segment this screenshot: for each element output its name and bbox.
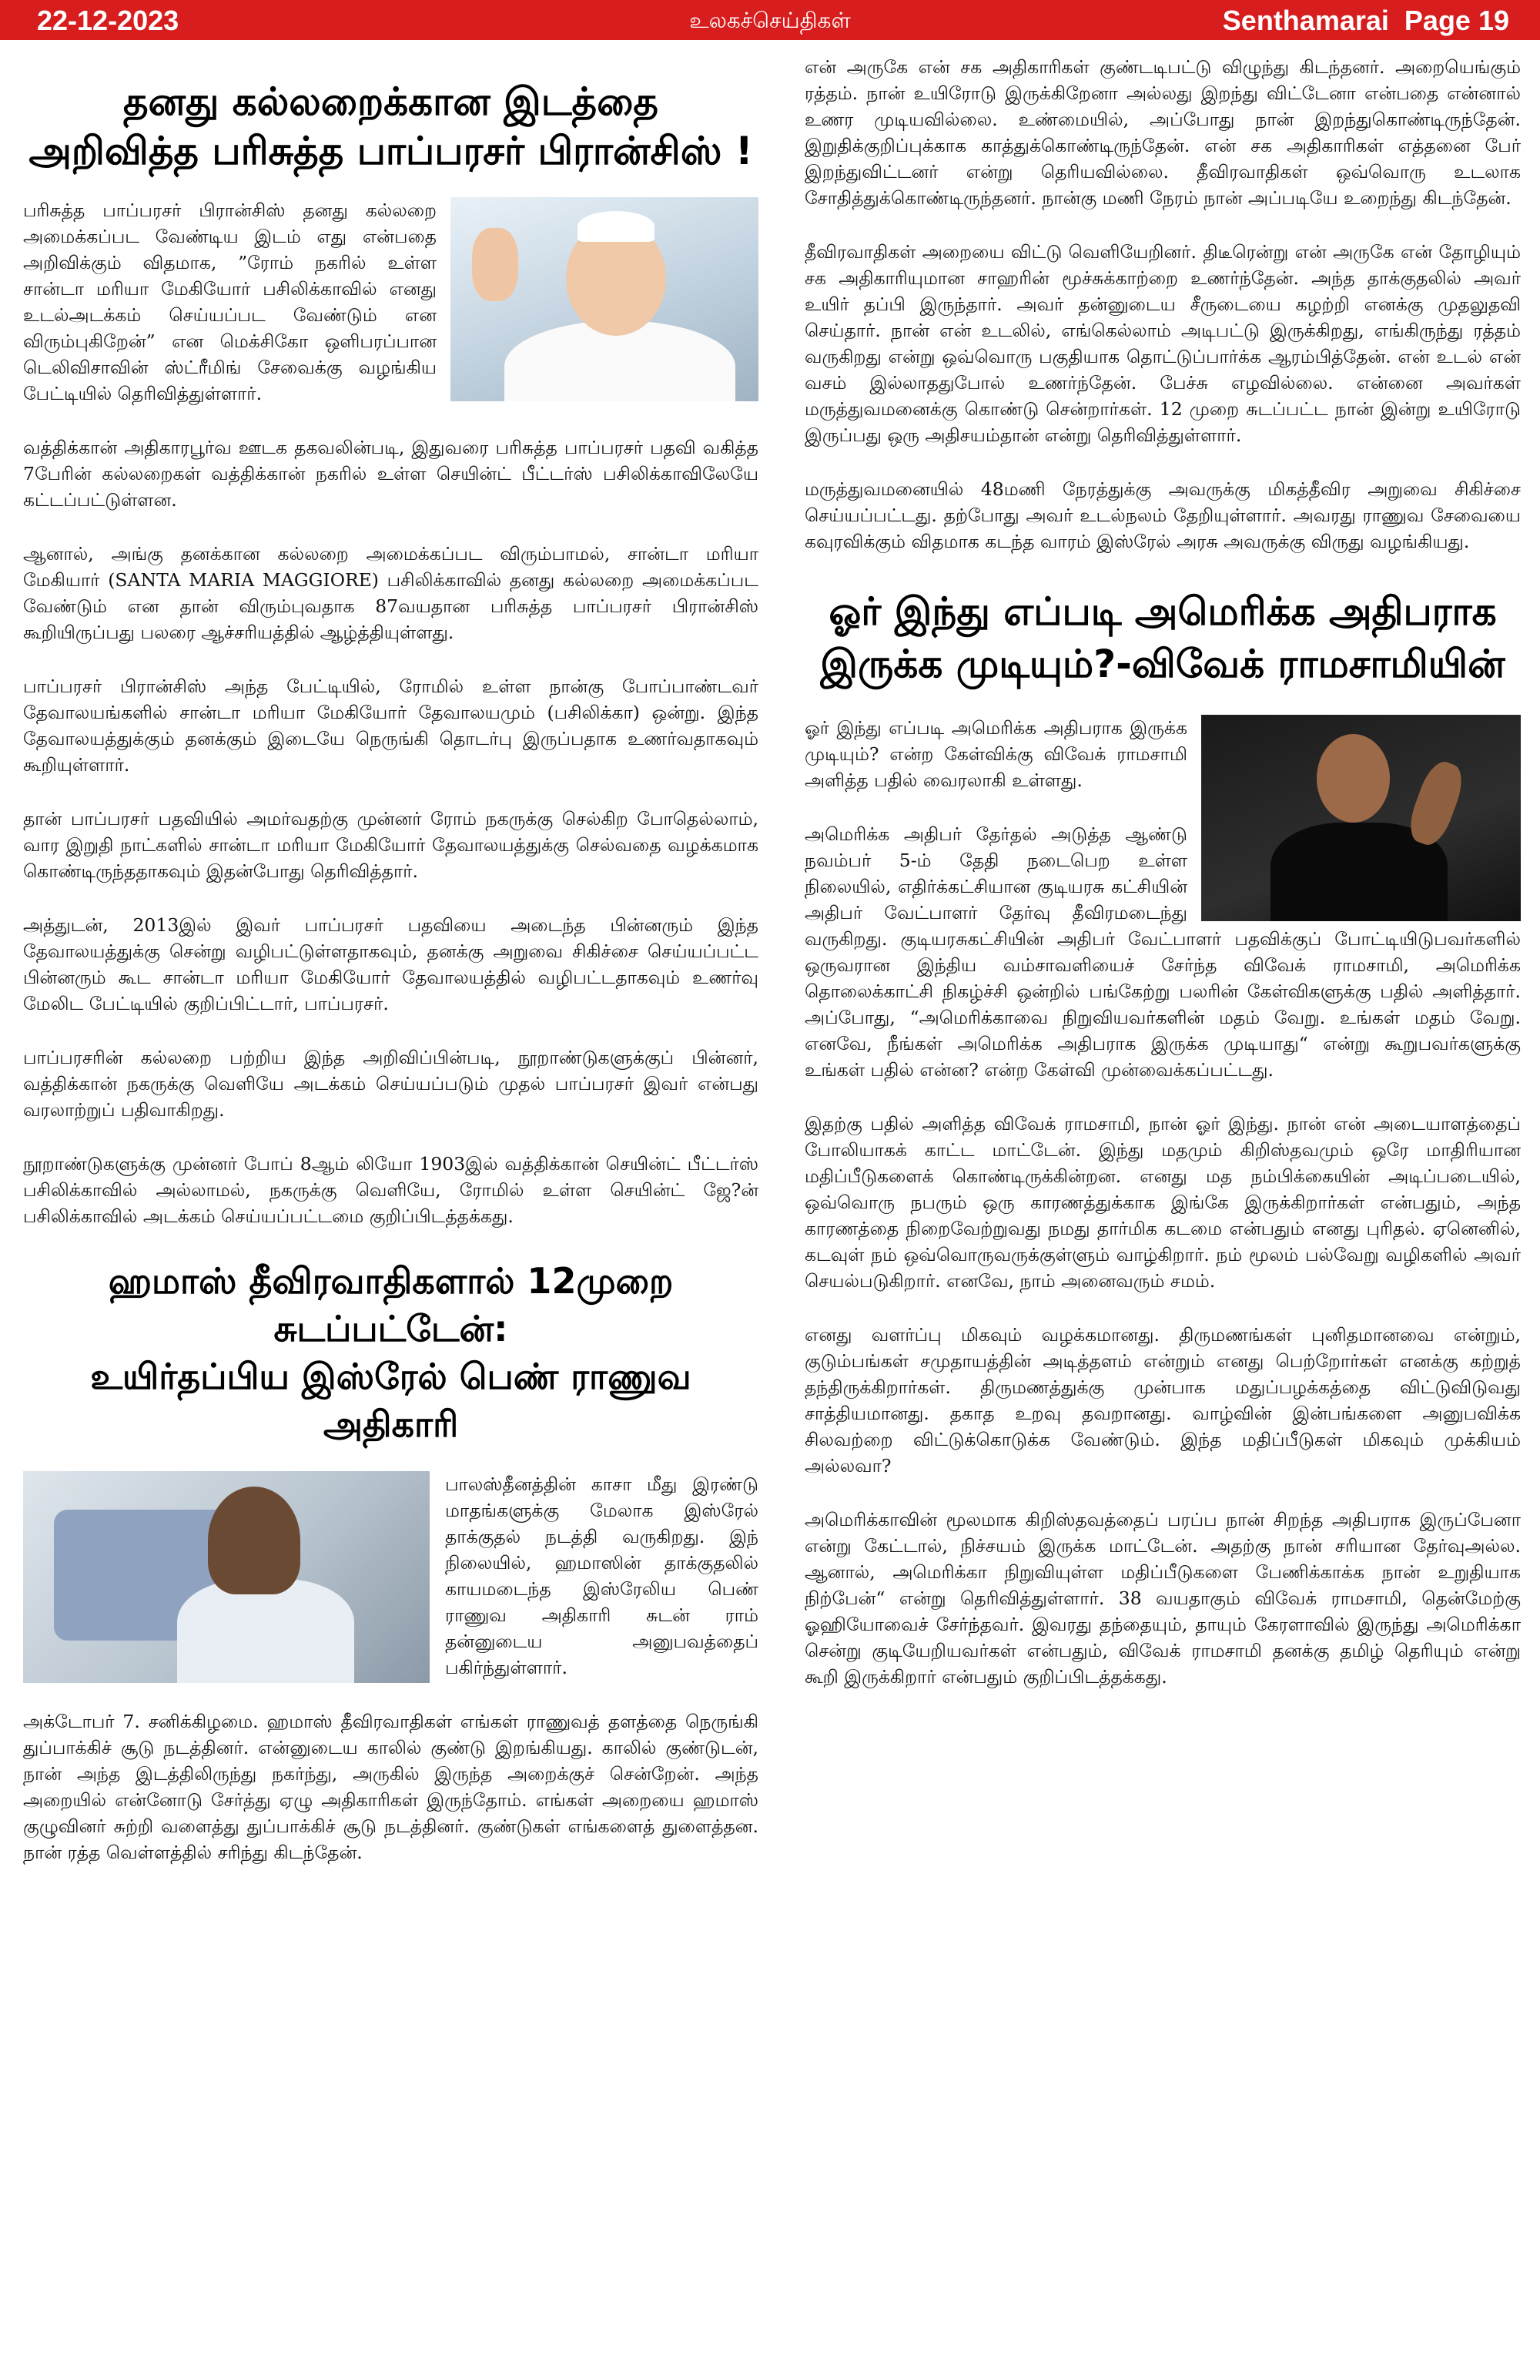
- hamas-paragraph: மருத்துவமனையில் 48மணி நேரத்துக்கு அவருக்கு மிகத்தீவிர அறுவை சிகிச்சை செய்யப்பட்டது. தற்போது அவர் உடல்நலம் தேறியுள்ளார். அவரது ராணுவ சேவையை கவுரவிக்கும் விதமாக கடந்த வாரம் இஸ்ரேல் அரசு அவருக்கு விருது வழங்கியது.: [805, 478, 1521, 552]
- vivek-ramaswamy-photo: [1201, 715, 1521, 921]
- vivek-paragraph: அமெரிக்காவின் மூலமாக கிறிஸ்தவத்தைப் பரப்ப நான் சிறந்த அதிபராக இருப்பேனா என்று கேட்டால், நிச்சயம் இருக்க மாட்டேன். அதற்கு நான் சரியான தேர்வுஅல்ல. ஆனால், அமெரிக்கா நிறுவியுள்ள மதிப்பீடுகளை பேணிக்காக்க நான் உறுதியாக நிற்பேன்“ என்று தெரிவித்துள்ளார். 38 வயதாகும் விவேக் ராமசாமி, தென்மேற்கு ஓஹியோவைச் சேர்ந்தவர். இவரது தந்தையும், தாயும் கேரளாவில் இருந்து அமெரிக்கா சென்று குடியேறியவர்கள் என்பதும், விவேக் ராமசாமி தனக்கு தமிழ் தெரியும் என்று கூறி இருக்கிறார் என்பதும் குறிப்பிடத்தக்கது.: [805, 1509, 1521, 1688]
- vivek-paragraph: எனது வளர்ப்பு மிகவும் வழக்கமானது. திருமணங்கள் புனிதமானவை என்றும், குடும்பங்கள் சமுதாயத்தின் அடித்தளம் என்றும் எனது பெற்றோர்கள் எனக்கு கற்றுத் தந்திருக்கிறார்கள். திருமணத்துக்கு முன்பாக மதுப்பழக்கத்தை விட்டுவிடுவது சாத்தியமானது. தகாத உறவு தவறானது. வாழ்வின் இன்பங்களை அனுபவிக்க சிலவற்றை விட்டுக்கொடுக்க வேண்டும். இந்த மதிப்பீடுகள் மிகவும் முக்கியம் அல்லவா?: [805, 1324, 1521, 1477]
- hamas-headline-line-1: ஹமாஸ் தீவிரவாதிகளால் 12முறை சுடப்பட்டேன்:: [108, 1260, 674, 1349]
- pope-paragraph: பாப்பரசரின் கல்லறை பற்றிய இந்த அறிவிப்பின்படி, நூறாண்டுகளுக்குப் பின்னர், வத்திக்கான் நகருக்கு வெளியே அடக்கம் செய்யப்படும் முதல் பாப்பரசர் இவர் என்பது வரலாற்றுப் பதிவாகிறது.: [23, 1047, 758, 1121]
- pope-paragraph: தான் பாப்பரசர் பதவியில் அமர்வதற்கு முன்னர் ரோம் நகருக்கு செல்கிற போதெல்லாம், வார இறுதி நாட்களில் சான்டா மரியா மேகியோர் தேவாலயத்துக்கு செல்வதை வழக்கமாக கொண்டிருந்ததாகவும் இதன்போது தெரிவித்தார்.: [23, 808, 758, 882]
- pope-francis-photo: [450, 197, 758, 401]
- page-header: [0, 0, 1540, 40]
- hamas-headline-line-2: உயிர்தப்பிய இஸ்ரேல் பெண் ராணுவ அதிகாரி: [90, 1356, 691, 1445]
- pope-paragraph: அத்துடன், 2013இல் இவர் பாப்பரசர் பதவியை அடைந்த பின்னரும் இந்த தேவாலயத்துக்கு சென்று வழிபட்டுள்ளதாகவும், தனக்கு அறுவை சிகிச்சை செய்யப்பட்ட பின்னரும் கூட சான்டா மரியா மேகியோர் தேவாலயத்தில் வழிபட்டதாகவும் உணர்வு மேலிட பேட்டியில் குறிப்பிட்டார், பாப்பரசர்.: [23, 914, 758, 1014]
- vivek-paragraph: இதற்கு பதில் அளித்த விவேக் ராமசாமி, நான் ஓர் இந்து. நான் என் அடையாளத்தைப் போலியாகக் காட்ட மாட்டேன். இந்து மதமும் கிறிஸ்தவமும் ஒரே மாதிரியான மதிப்பீடுகளைக் கொண்டிருக்கின்றன. எனது மத நம்பிக்கையின் அடிப்படையில், ஒவ்வொரு நபரும் ஒரு காரணத்துக்காக இங்கே இருக்கிறார்கள் என்பதும், அந்த காரணத்தை நிறைவேற்றுவது நமது தார்மிக கடமை என்பதும் எனது புரிதல். ஏனெனில், கடவுள் நம் ஒவ்வொருவருக்குள்ளும் வாழ்கிறார். நம் மூலம் பல்வேறு வழிகளில் அவர் செயல்படுகிறார். எனவே, நாம் அனைவரும் சமம்.: [805, 1113, 1521, 1292]
- pope-headline-line-2: அறிவித்த பரிசுத்த பாப்பரசர் பிரான்சிஸ் !: [28, 129, 753, 173]
- issue-date: 22-12-2023: [37, 5, 179, 36]
- vivek-headline: [805, 585, 1521, 690]
- right-column: [805, 54, 1521, 1718]
- pope-paragraph: ஆனால், அங்கு தனக்கான கல்லறை அமைக்கப்பட விரும்பாமல், சான்டா மரியா மேகியார் (SANTA MARIA MAGGIORE) பசிலிக்காவில் தனது கல்லறை அமைக்கப்பட வேண்டும் என தான் விரும்புவதாக 87வயதான பரிசுத்த பாப்பரசர் பிரான்சிஸ் கூறியிருப்பது பலரை ஆச்சரியத்தில் ஆழ்த்தியுள்ளது.: [23, 543, 758, 643]
- hamas-paragraph: அக்டோபர் 7. சனிக்கிழமை. ஹமாஸ் தீவிரவாதிகள் எங்கள் ராணுவத் தளத்தை நெருங்கி துப்பாக்கிச் சூடு நடத்தினர். என்னுடைய காலில் குண்டு இறங்கியது. காலில் குண்டுடன், நான் அந்த இடத்திலிருந்து நகர்ந்து, அருகில் இருந்த அறைக்குச் சென்றேன். அந்த அறையில் என்னோடு சேர்த்து ஏழு அதிகாரிகள் இருந்தோம். எங்கள் அறையை ஹமாஸ் குழுவினர் சுற்றி வளைத்து துப்பாக்கிச் சூடு நடத்தினர். குண்டுகள் எங்களைத் துளைத்தன. நான் ரத்த வெள்ளத்தில் சரிந்து கிடந்தேன்.: [23, 1711, 758, 1863]
- pope-headline-line-1: தனது கல்லறைக்கான இடத்தை: [122, 79, 659, 124]
- pope-headline: [23, 77, 758, 176]
- israeli-officer-hospital-photo: [23, 1471, 430, 1683]
- vivek-headline-line-2: இருக்க முடியும்?-விவேக் ராமசாமியின்: [820, 642, 1505, 686]
- left-column: [23, 54, 758, 1893]
- pope-paragraph: வத்திக்கான் அதிகாரபூர்வ ஊடக தகவலின்படி, இதுவரை பரிசுத்த பாப்பரசர் பதவி வகித்த 7பேரின் கல்லறைகள் வத்திக்கான் நகரில் உள்ள செயின்ட் பீட்டர்ஸ் பசிலிக்காவிலேயே கட்டப்பட்டுள்ளன.: [23, 437, 758, 511]
- pope-paragraph: நூறாண்டுகளுக்கு முன்னர் போப் 8ஆம் லியோ 1903இல் வத்திக்கான் செயின்ட் பீட்டர்ஸ் பசிலிக்காவில் அல்லாமல், நகருக்கு வெளியே, ரோமில் உள்ள செயின்ட் ஜே?ன் பசிலிக்காவில் அடக்கம் செய்யப்பட்டமை குறிப்பிடத்தக்கது.: [23, 1153, 758, 1227]
- vivek-headline-line-1: ஓர் இந்து எப்படி அமெரிக்க அதிபராக: [829, 589, 1497, 634]
- vivek-paragraph: அமெரிக்க அதிபர் தேர்தல் அடுத்த ஆண்டு நவம்பர் 5-ம் தேதி நடைபெற உள்ள நிலையில், எதிர்க்கட்சியான குடியரசு கட்சியின் அதிபர் வேட்பாளர் தேர்வு தீவிரமடைந்து வருகிறது. குடியரசுகட்சியின் அதிபர் வேட்பாளர் பதவிக்குப் போட்டியிடுபவர்களில் ஒருவரான இந்திய வம்சாவளியைச் சேர்ந்த விவேக் ராமசாமி, அமெரிக்க தொலைக்காட்சி நிகழ்ச்சி ஒன்றில் பங்கேற்று பலரின் கேள்விகளுக்கு பதில் அளித்தார். அப்போது, “அமெரிக்காவை நிறுவியவர்களின் மதம் வேறு. உங்கள் மதம் வேறு. எனவே, நீங்கள் அமெரிக்க அதிபராக இருக்க முடியாது“ என்று கூறுபவர்களுக்கு உங்கள் பதில் என்ன? என்ற கேள்வி முன்வைக்கப்பட்டது.: [805, 823, 1521, 1081]
- publication-page: [1223, 5, 1509, 37]
- hamas-paragraph: பாலஸ்தீனத்தின் காசா மீது இரண்டு மாதங்களுக்கு மேலாக இஸ்ரேல் தாக்குதல் நடத்தி வருகிறது. இந் நிலையில், ஹமாஸின் தாக்குதலில் காயமடைந்த இஸ்ரேலிய பெண் ராணுவ அதிகாரி சுடன் ராம் தன்னுடைய அனுபவத்தைப் பகிர்ந்துள்ளார்.: [445, 1473, 758, 1678]
- pope-paragraph: பாப்பரசர் பிரான்சிஸ் அந்த பேட்டியில், ரோமில் உள்ள நான்கு போப்பாண்டவர் தேவாலயங்களில் சான்டா மரியா மேகியோர் தேவாலயமும் (பசிலிக்கா) ஒன்று. இந்த தேவாலயத்துக்கும் தனக்கும் இடையே நெருங்கி தொடர்பு இருப்பதாக உணர்வதாகவும் கூறியுள்ளார்.: [23, 675, 758, 776]
- hamas-headline: [23, 1257, 758, 1448]
- page-number: Page 19: [1404, 5, 1509, 36]
- vivek-paragraph: ஓர் இந்து எப்படி அமெரிக்க அதிபராக இருக்க முடியும்? என்ற கேள்விக்கு விவேக் ராமசாமி அளித்த பதில் வைரலாகி உள்ளது.: [805, 717, 1187, 791]
- hamas-paragraph: தீவிரவாதிகள் அறையை விட்டு வெளியேறினர். திடீரென்று என் அருகே என் தோழியும் சக அதிகாரியுமான சாஹரின் மூச்சுக்காற்றை உணர்ந்தேன். அந்த தாக்குதலில் அவர் உயிர் தப்பி இருந்தார். அவர் தன்னுடைய சீருடையை கழற்றி எனக்கு முதலுதவி செய்தார். நான் என் உடலில், எங்கெல்லாம் அடிபட்டு இருக்கிறது, எங்கிருந்து ரத்தம் வருகிறது என்று ஒவ்வொரு பகுதியாக தொட்டுப்பார்க்க ஆரம்பித்தேன். என் உடல் என் வசம் இல்லாததுபோல் உணர்ந்தேன். பேச்சு எழவில்லை. என்னை அவர்கள் மருத்துவமனைக்கு கொண்டு சென்றார்கள். 12 முறை சுடப்பட்ட நான் இன்று உயிரோடு இருப்பது ஒரு அதிசயம்தான் என்று தெரிவித்துள்ளார்.: [805, 241, 1521, 446]
- section-title: உலகச்செய்திகள்: [689, 8, 851, 33]
- publication-name: Senthamarai: [1222, 5, 1389, 36]
- hamas-paragraph: என் அருகே என் சக அதிகாரிகள் குண்டடிபட்டு விழுந்து கிடந்தனர். அறையெங்கும் ரத்தம். நான் உயிரோடு இருக்கிறேனா அல்லது இறந்து விட்டேனா என்பதை என்னால் உணர முடியவில்லை. உண்மையில், அப்போது நான் இறந்துகொண்டிருந்தேன். இறுதிக்குறிப்புக்காக காத்துக்கொண்டிருந்தேன். என் சக அதிகாரிகள் எத்தனை பேர் இறந்துவிட்டனர் என்று தெரியவில்லை. தீவிரவாதிகள் ஒவ்வொரு உடலாக சோதித்துக்கொண்டிருந்தனர். நான்கு மணி நேரம் நான் அப்படியே உறைந்து கிடந்தேன்.: [805, 56, 1521, 209]
- pope-paragraph: பரிசுத்த பாப்பரசர் பிரான்சிஸ் தனது கல்லறை அமைக்கப்பட வேண்டிய இடம் எது என்பதை அறிவிக்கும் விதமாக, ”ரோம் நகரில் உள்ள சான்டா மரியா மேகியோர் பசிலிக்காவில் எனது உடல்அடக்கம் செய்யப்பட வேண்டும் என விரும்புகிறேன்” என மெக்சிகோ ஒளிபரப்பான டெலிவிசாவின் ஸ்ட்ரீமிங் சேவைக்கு வழங்கிய பேட்டியில் தெரிவித்துள்ளார்.: [23, 199, 437, 404]
